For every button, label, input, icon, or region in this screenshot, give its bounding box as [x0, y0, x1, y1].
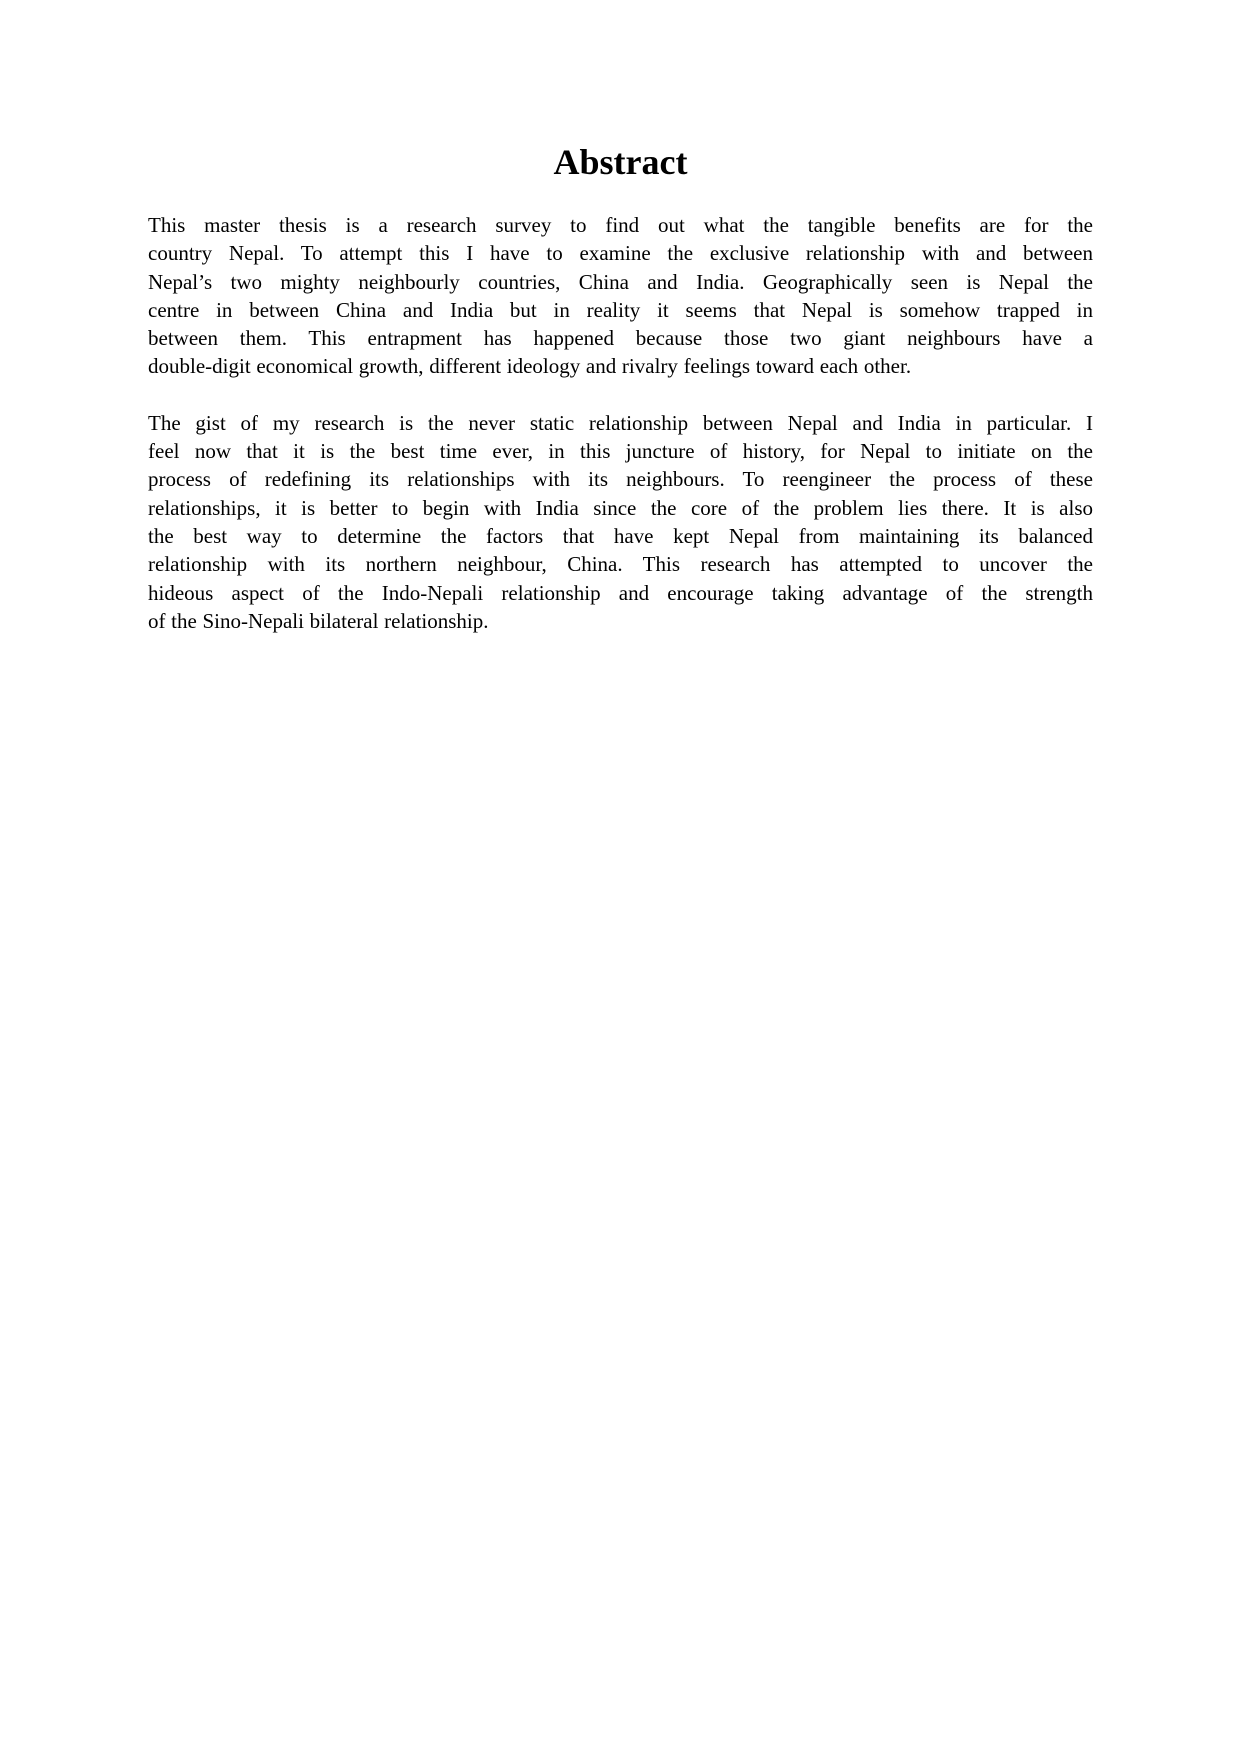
text-line: Nepal’s two mighty neighbourly countries, China and India. Geographically seen is Nepal the — [148, 269, 1093, 294]
text-line: centre in between China and India but in reality it seems that Nepal is somehow trapped in — [148, 297, 1093, 322]
body-paragraph — [148, 211, 1093, 381]
body-paragraph — [148, 409, 1093, 635]
text-line: between them. This entrapment has happened because those two giant neighbours have a — [148, 326, 1093, 351]
text-line: process of redefining its relationships with its neighbours. To reengineer the process of these — [148, 467, 1093, 492]
text-line: relationship with its northern neighbour, China. This research has attempted to uncover the — [148, 552, 1093, 577]
text-line: the best way to determine the factors that have kept Nepal from maintaining its balanced — [148, 523, 1093, 548]
abstract-body — [148, 211, 1093, 635]
text-line: This master thesis is a research survey to find out what the tangible benefits are for the — [148, 213, 1093, 237]
text-line: relationships, it is better to begin with India since the core of the problem lies there. It is also — [148, 495, 1093, 520]
text-line: double-digit economical growth, different ideology and rivalry feelings toward each other. — [148, 354, 912, 379]
text-line: hideous aspect of the Indo-Nepali relationship and encourage taking advantage of the strength — [148, 580, 1093, 605]
text-line: country Nepal. To attempt this I have to examine the exclusive relationship with and between — [148, 241, 1093, 266]
text-line: feel now that it is the best time ever, in this juncture of history, for Nepal to initiate on the — [148, 439, 1093, 464]
text-line: of the Sino-Nepali bilateral relationship. — [148, 608, 489, 633]
abstract-heading: Abstract — [553, 142, 688, 182]
text-line: The gist of my research is the never static relationship between Nepal and India in particular. I — [148, 410, 1093, 435]
